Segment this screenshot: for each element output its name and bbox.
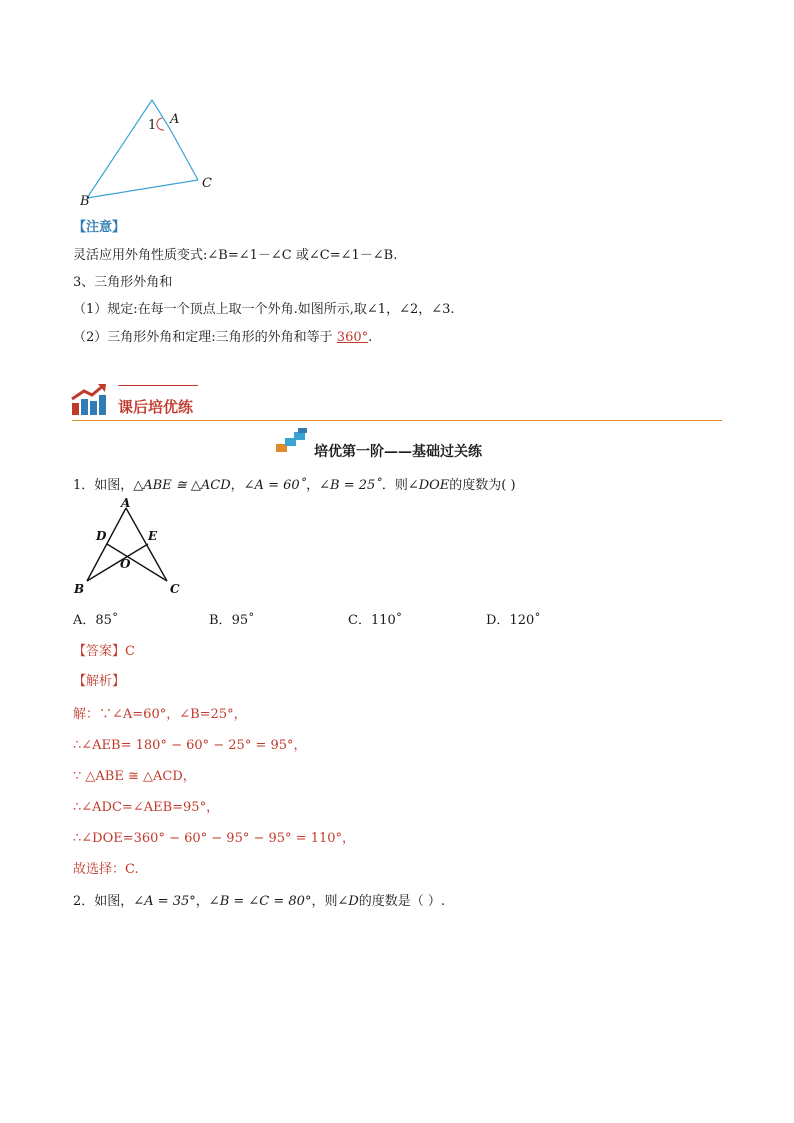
q2-angles-bc: ∠B = ∠C = 80° (208, 894, 312, 909)
option-a-letter: A． (73, 613, 96, 628)
q1-angle-b: ∠B = 25˚ (319, 478, 382, 493)
answer-line (73, 640, 135, 659)
fig2-label-a: A (121, 496, 131, 510)
step-3: ∵ △ABE ≅ △ACD， (73, 769, 196, 784)
q1-congruence: △ABE ≅ △ACD (133, 478, 231, 493)
conclusion: 故选择：C. (73, 862, 139, 877)
step-5: ∴∠DOE=360° − 60° − 95° − 95° = 110°， (73, 831, 356, 846)
label-angle-1: 1 (148, 118, 157, 133)
option-b-letter: B． (209, 613, 232, 628)
label-b: B (80, 194, 90, 209)
sum-item-2 (73, 326, 372, 345)
chart-growth-icon (70, 383, 110, 417)
option-b[interactable] (209, 609, 255, 628)
q2-angle-d: ∠D (337, 894, 359, 909)
side-ab-extended (87, 100, 152, 198)
step-4: ∴∠ADC=∠AEB=95°， (73, 800, 220, 815)
fig2-label-e: E (148, 529, 158, 543)
fig2-label-c: C (170, 582, 180, 596)
label-a: A (170, 112, 180, 127)
q2-stem (73, 890, 445, 909)
section-rule (72, 420, 722, 421)
fig2-label-o: O (120, 557, 131, 571)
q2-angle-a: ∠A = 35° (133, 894, 196, 909)
q1-angle-doe: ∠DOE (407, 478, 450, 493)
q1-text-i: 的度数为( ) (449, 478, 516, 493)
option-d-letter: D． (486, 613, 510, 628)
q2-text-c: ， (195, 894, 209, 909)
stage-title: 培优第一阶——基础过关练 (314, 444, 482, 460)
q1-number: 1． (73, 478, 95, 493)
sum-item-2-prefix: （2）三角形外角和定理:三角形的外角和等于 (73, 330, 337, 345)
step-1: 解：∵∠A=60°，∠B=25°， (73, 707, 247, 722)
fig2-label-d: D (96, 529, 107, 543)
side-ac (170, 129, 198, 180)
answer-label: 【答案】 (73, 644, 126, 659)
option-b-value: 95˚ (231, 613, 255, 628)
angle-1-arc (157, 118, 164, 130)
q2-text-g: 的度数是（ ）. (358, 894, 446, 909)
option-d[interactable] (486, 609, 541, 628)
q1-text-e: ， (306, 478, 320, 493)
option-c-value: 110˚ (370, 613, 403, 628)
option-c[interactable] (348, 609, 402, 628)
sum-heading: 3、三角形外角和 (73, 275, 173, 290)
q2-number: 2． (73, 894, 95, 909)
q1-text-a: 如图， (94, 478, 134, 493)
q1-angle-a: ∠A = 60˚ (243, 478, 307, 493)
answer-value: C (125, 644, 135, 659)
note-title: 【注意】 (73, 220, 126, 235)
analysis-label: 【解析】 (73, 674, 126, 689)
q1-text-c: ， (230, 478, 244, 493)
fig2-label-b: B (74, 582, 85, 596)
q2-text-e: ，则 (311, 894, 338, 909)
sum-item-2-value: 360° (336, 330, 369, 345)
sum-item-2-suffix: . (368, 330, 373, 345)
section-top-rule (118, 385, 198, 386)
label-c: C (202, 176, 212, 191)
option-d-value: 120˚ (509, 613, 541, 628)
step-2: ∴∠AEB= 180° − 60° − 25° = 95°， (73, 738, 307, 753)
q1-stem (73, 474, 516, 493)
note-text: 灵活应用外角性质变式:∠B=∠1－∠C 或∠C=∠1－∠B. (73, 248, 398, 263)
exterior-angle-figure (70, 92, 230, 210)
q1-text-g: ．则 (381, 478, 408, 493)
stairs-icon (274, 428, 310, 454)
q2-text-a: 如图， (94, 894, 134, 909)
option-a-value: 85˚ (95, 613, 119, 628)
section-title: 课后培优练 (118, 398, 194, 416)
side-bc (87, 180, 198, 198)
option-a[interactable] (73, 609, 118, 628)
congruent-triangles-figure (70, 496, 190, 600)
option-c-letter: C． (348, 613, 371, 628)
sum-item-1: （1）规定:在每一个顶点上取一个外角.如图所示,取∠1，∠2，∠3. (73, 302, 455, 317)
